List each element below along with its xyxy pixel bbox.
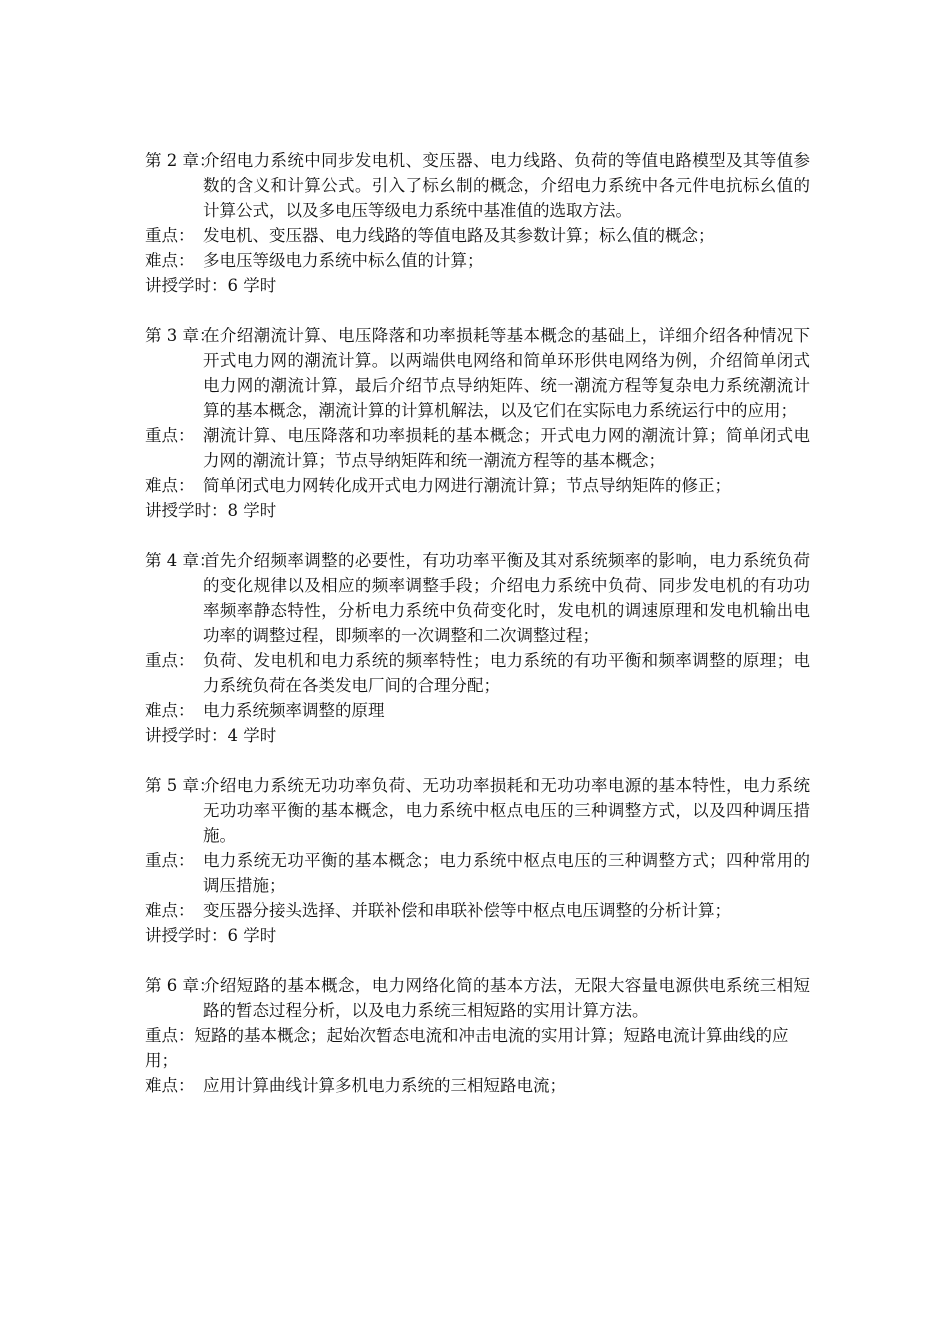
key-points-label: 重点： xyxy=(145,651,195,670)
chapter-label: 第 4 章： xyxy=(145,551,216,570)
key-points xyxy=(145,223,810,248)
teaching-hours-value: 4 学时 xyxy=(227,726,277,745)
difficult-points xyxy=(145,898,810,923)
teaching-hours-label: 讲授学时： xyxy=(145,726,228,745)
teaching-hours-label: 讲授学时： xyxy=(145,501,228,520)
key-points-text: 发电机、变压器、电力线路的等值电路及其参数计算；标么值的概念； xyxy=(203,226,715,245)
document-page xyxy=(145,148,810,1123)
chapter-6-section xyxy=(145,973,810,1098)
difficult-points-label: 难点： xyxy=(145,1076,195,1095)
difficult-points-label: 难点： xyxy=(145,701,195,720)
chapter-4-section xyxy=(145,548,810,748)
key-points-text: 潮流计算、电压降落和功率损耗的基本概念；开式电力网的潮流计算；简单闭式电力网的潮流计算；节点导纳矩阵和统一潮流方程等的基本概念； xyxy=(203,426,810,470)
key-points-label: 重点： xyxy=(145,851,195,870)
chapter-description xyxy=(145,773,810,848)
chapter-description xyxy=(145,323,810,423)
chapter-description xyxy=(145,148,810,223)
difficult-points-label: 难点： xyxy=(145,251,195,270)
key-points xyxy=(145,648,810,698)
difficult-points xyxy=(145,1073,810,1098)
difficult-points-text: 应用计算曲线计算多机电力系统的三相短路电流； xyxy=(203,1076,566,1095)
difficult-points xyxy=(145,248,810,273)
key-points-label: 重点： xyxy=(145,426,195,445)
chapter-text: 首先介绍频率调整的必要性，有功功率平衡及其对系统频率的影响，电力系统负荷的变化规律以及相应的频率调整手段；介绍电力系统中负荷、同步发电机的有功功率频率静态特性，分析电力系统中负荷变化时，发电机的调速原理和发电机输出电功率的调整过程，即频率的一次调整和二次调整过程； xyxy=(203,551,810,645)
chapter-5-section xyxy=(145,773,810,948)
teaching-hours-label: 讲授学时： xyxy=(145,926,228,945)
chapter-text: 介绍电力系统无功功率负荷、无功功率损耗和无功功率电源的基本特性，电力系统无功功率平衡的基本概念，电力系统中枢点电压的三种调整方式，以及四种调压措施。 xyxy=(203,776,810,845)
key-points-text: 短路的基本概念；起始次暂态电流和冲击电流的实用计算；短路电流计算曲线的应用； xyxy=(145,1026,789,1070)
difficult-points-text: 变压器分接头选择、并联补偿和串联补偿等中枢点电压调整的分析计算； xyxy=(203,901,731,920)
teaching-hours-value: 6 学时 xyxy=(227,926,277,945)
chapter-text: 介绍电力系统中同步发电机、变压器、电力线路、负荷的等值电路模型及其等值参数的含义和计算公式。引入了标幺制的概念，介绍电力系统中各元件电抗标幺值的计算公式，以及多电压等级电力系统中基准值的选取方法。 xyxy=(203,151,810,220)
difficult-points-text: 电力系统频率调整的原理 xyxy=(203,701,385,720)
difficult-points-label: 难点： xyxy=(145,476,195,495)
key-points-text: 电力系统无功平衡的基本概念；电力系统中枢点电压的三种调整方式；四种常用的调压措施； xyxy=(203,851,810,895)
key-points xyxy=(145,423,810,473)
chapter-label: 第 3 章： xyxy=(145,326,216,345)
chapter-label: 第 6 章： xyxy=(145,976,216,995)
difficult-points xyxy=(145,698,810,723)
key-points-text: 负荷、发电机和电力系统的频率特性；电力系统的有功平衡和频率调整的原理；电力系统负荷在各类发电厂间的合理分配； xyxy=(203,651,810,695)
chapter-text: 介绍短路的基本概念，电力网络化简的基本方法，无限大容量电源供电系统三相短路的暂态过程分析，以及电力系统三相短路的实用计算方法。 xyxy=(203,976,810,1020)
teaching-hours xyxy=(145,498,810,523)
key-points-label: 重点： xyxy=(145,226,195,245)
teaching-hours xyxy=(145,923,810,948)
difficult-points-text: 多电压等级电力系统中标么值的计算； xyxy=(203,251,484,270)
teaching-hours xyxy=(145,273,810,298)
key-points xyxy=(145,1023,810,1073)
chapter-description xyxy=(145,973,810,1023)
key-points-label: 重点： xyxy=(145,1026,195,1045)
difficult-points xyxy=(145,473,810,498)
difficult-points-text: 简单闭式电力网转化成开式电力网进行潮流计算；节点导纳矩阵的修正； xyxy=(203,476,731,495)
chapter-label: 第 2 章： xyxy=(145,151,216,170)
teaching-hours xyxy=(145,723,810,748)
chapter-2-section xyxy=(145,148,810,298)
difficult-points-label: 难点： xyxy=(145,901,195,920)
teaching-hours-value: 6 学时 xyxy=(227,276,277,295)
teaching-hours-value: 8 学时 xyxy=(227,501,277,520)
key-points xyxy=(145,848,810,898)
chapter-text: 在介绍潮流计算、电压降落和功率损耗等基本概念的基础上，详细介绍各种情况下开式电力网的潮流计算。以两端供电网络和简单环形供电网络为例，介绍简单闭式电力网的潮流计算，最后介绍节点导纳矩阵、统一潮流方程等复杂电力系统潮流计算的基本概念，潮流计算的计算机解法，以及它们在实际电力系统运行中的应用； xyxy=(203,326,810,420)
chapter-description xyxy=(145,548,810,648)
chapter-label: 第 5 章： xyxy=(145,776,216,795)
chapter-3-section xyxy=(145,323,810,523)
teaching-hours-label: 讲授学时： xyxy=(145,276,228,295)
